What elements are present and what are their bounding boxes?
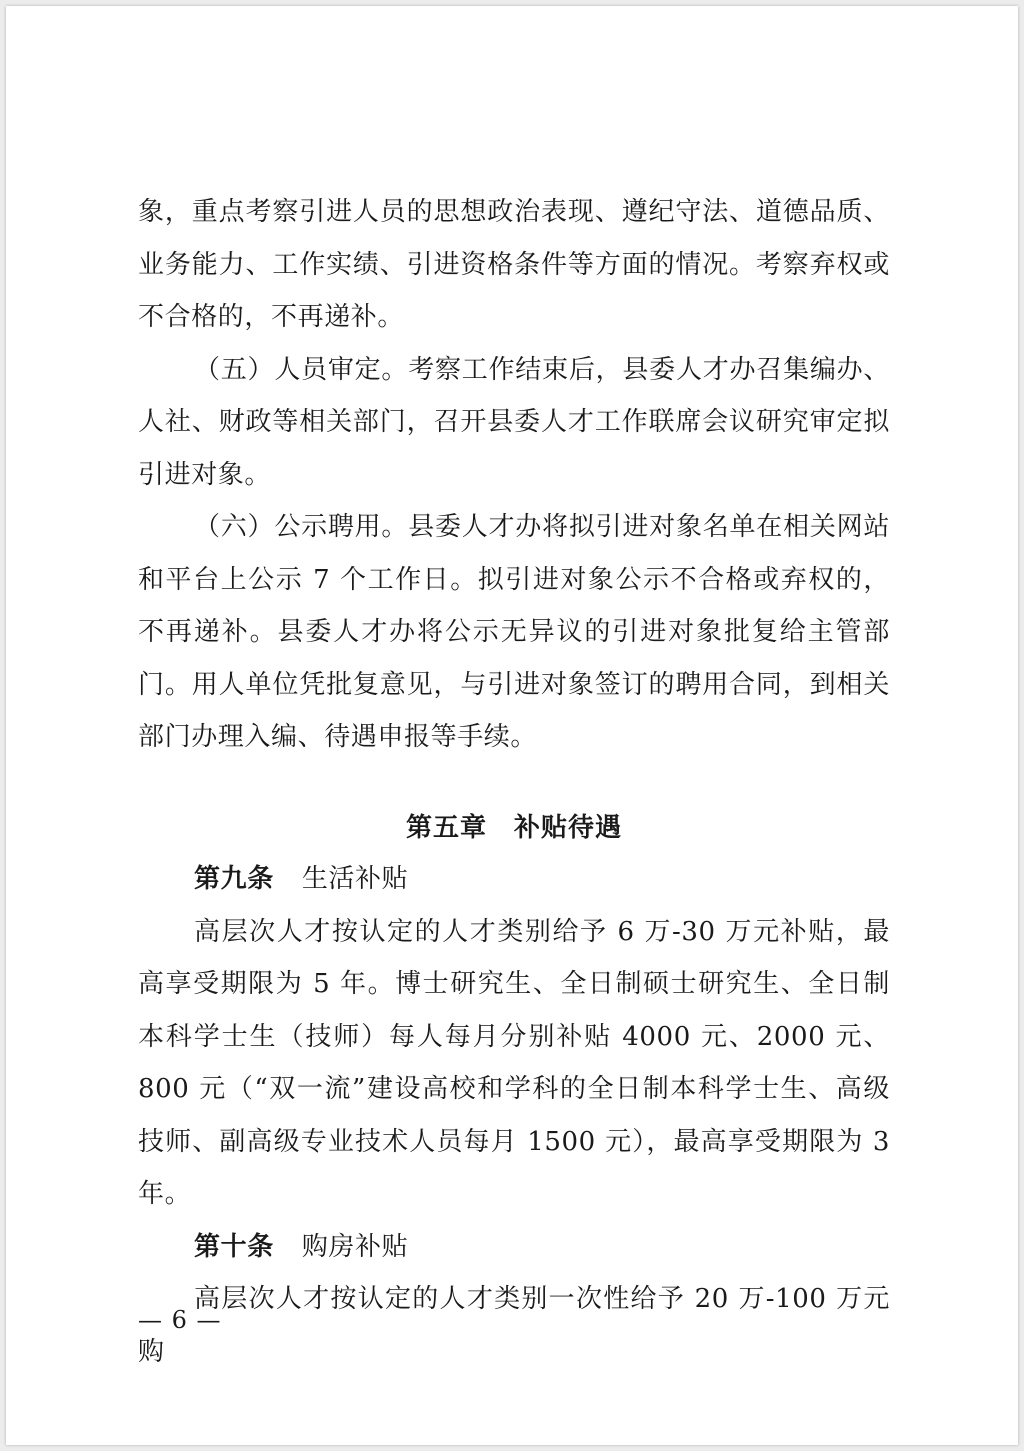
article-body-housing-subsidy: 高层次人才按认定的人才类别一次性给予 20 万-100 万元购 [138, 1284, 890, 1367]
paragraph-personnel-review: （五）人员审定。考察工作结束后，县委人才办召集编办、人社、财政等相关部门，召开县委人才工作联席会议研究审定拟引进对象。 [138, 354, 890, 490]
article-heading-housing-subsidy [138, 1221, 890, 1274]
article-heading-living-subsidy [138, 853, 890, 906]
chapter-heading: 第五章 补贴待遇 [405, 813, 622, 843]
article-number: 第十条 [194, 1231, 274, 1262]
paragraph-publicity-hiring: （六）公示聘用。县委人才办将拟引进对象名单在相关网站和平台上公示 7 个工作日。拟引进对象公示不合格或弃权的，不再递补。县委人才办将公示无异议的引进对象批复给主管部门。用人单位凭批复意见，与引进对象签订的聘用合同，到相关部门办理入编、待遇申报等手续。 [138, 512, 890, 752]
body-text-upper [138, 186, 890, 764]
page-number: — 6 — [138, 1306, 222, 1334]
article-number: 第九条 [194, 864, 274, 894]
body-text-lower [138, 853, 890, 1378]
article-subtitle: 购房补贴 [301, 1231, 409, 1262]
article-body-living-subsidy: 高层次人才按认定的人才类别给予 6 万-30 万元补贴，最高享受期限为 5 年。博士研究生、全日制硕士研究生、全日制本科学士生（技师）每人每月分别补贴 4000 元、2000 元、800 元（“双一流”建设高校和学科的全日制本科学士生、高级技师、副高级专业技术人员每月 1500 元），最高享受期限为 3 年。 [138, 916, 890, 1209]
document-page [6, 6, 1018, 1445]
paragraph-continuation: 象，重点考察引进人员的思想政治表现、遵纪守法、道德品质、业务能力、工作实绩、引进资格条件等方面的情况。考察弃权或不合格的，不再递补。 [138, 197, 890, 332]
article-subtitle: 生活补贴 [301, 864, 409, 894]
